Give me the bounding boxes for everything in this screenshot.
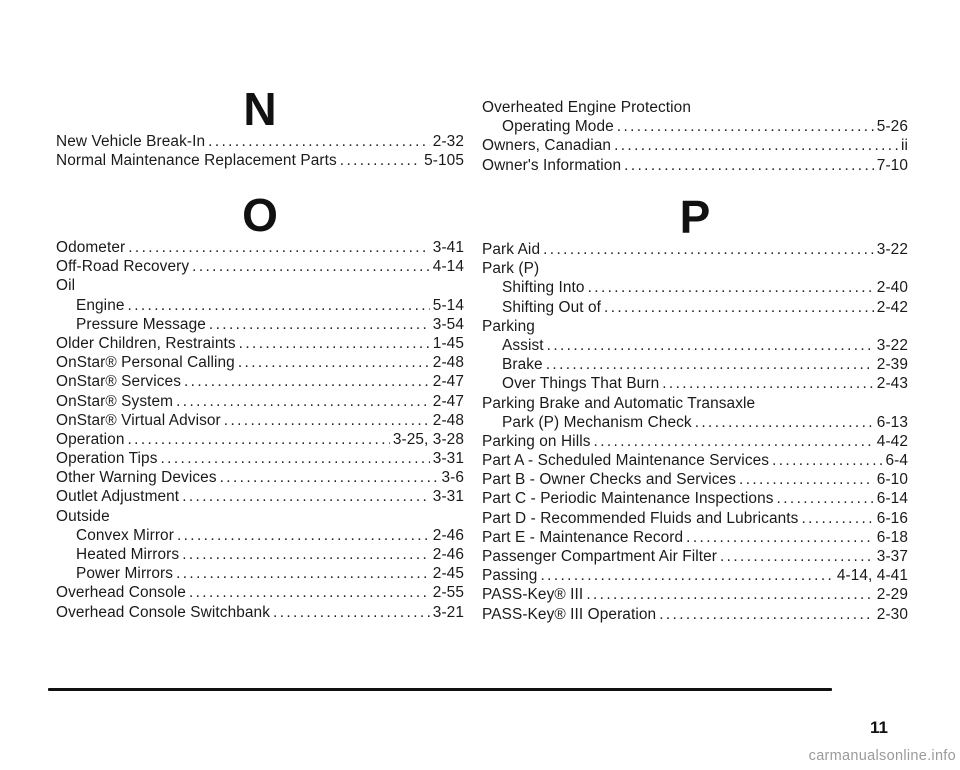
index-subentry: Shifting Into ..... 2-40 [482,278,908,297]
index-subentry: Shifting Out of ..... 2-42 [482,298,908,317]
index-entry: Park Aid ..... 3-22 [482,240,908,259]
index-entry: Other Warning Devices ..... 3-6 [56,468,464,487]
index-entry: Part C - Periodic Maintenance Inspections ..... 6-14 [482,489,908,508]
index-entry: Overhead Console ..... 2-55 [56,583,464,602]
index-subentry: Brake ..... 2-39 [482,355,908,374]
index-entry: Owner's Information ..... 7-10 [482,156,908,175]
index-entry: OnStar® Services ..... 2-47 [56,372,464,391]
index-subentry: Engine ..... 5-14 [56,296,464,315]
index-subentry: Operating Mode ..... 5-26 [482,117,908,136]
watermark: carmanualsonline.info [808,748,956,764]
index-entry: Part D - Recommended Fluids and Lubricants ..... 6-16 [482,509,908,528]
index-entry: Odometer ..... 3-41 [56,238,464,257]
index-entry: Operation ..... 3-25, 3-28 [56,430,464,449]
index-entry: Off-Road Recovery ..... 4-14 [56,257,464,276]
index-entry: PASS-Key® III Operation ..... 2-30 [482,605,908,624]
index-entry: Owners, Canadian ..... ii [482,136,908,155]
index-entry: Passing ..... 4-14, 4-41 [482,566,908,585]
index-entry: PASS-Key® III ..... 2-29 [482,585,908,604]
section-letter-o: O [242,189,278,241]
section-n-entries [56,132,464,170]
index-subentry: Convex Mirror ..... 2-46 [56,526,464,545]
section-p-entries [482,240,908,624]
index-entry: Parking on Hills ..... 4-42 [482,432,908,451]
index-entry: OnStar® System ..... 2-47 [56,392,464,411]
index-entry: Oil [56,277,76,295]
section-o-entries [56,238,464,622]
footer-rule [48,688,832,691]
index-entry: Outside [56,507,110,525]
index-subentry: Power Mirrors ..... 2-45 [56,564,464,583]
index-entry: New Vehicle Break-In ..... 2-32 [56,132,464,151]
index-subentry: Over Things That Burn ..... 2-43 [482,374,908,393]
index-subentry: Pressure Message ..... 3-54 [56,315,464,334]
section-letter-n: N [243,83,277,135]
index-entry: OnStar® Personal Calling ..... 2-48 [56,353,464,372]
section-letter-p: P [679,191,711,243]
index-entry: Parking Brake and Automatic Transaxle [482,394,756,412]
index-entry: Outlet Adjustment ..... 3-31 [56,487,464,506]
index-entry: Older Children, Restraints ..... 1-45 [56,334,464,353]
index-entry: Operation Tips ..... 3-31 [56,449,464,468]
index-entry: Part A - Scheduled Maintenance Services ..... 6-4 [482,451,908,470]
index-subentry: Assist ..... 3-22 [482,336,908,355]
index-entry: Overheated Engine Protection [482,99,691,116]
index-subentry: Heated Mirrors ..... 2-46 [56,545,464,564]
index-entry: OnStar® Virtual Advisor ..... 2-48 [56,411,464,430]
section-o-continued-entries [482,98,908,175]
page-number: 11 [870,718,888,737]
index-entry: Part E - Maintenance Record ..... 6-18 [482,528,908,547]
index-entry: Overhead Console Switchbank ..... 3-21 [56,603,464,622]
index-entry: Parking [482,317,535,335]
index-entry: Passenger Compartment Air Filter ..... 3-37 [482,547,908,566]
index-entry: Normal Maintenance Replacement Parts ..... 5-105 [56,151,464,170]
index-entry: Park (P) [482,260,540,278]
index-subentry: Park (P) Mechanism Check ..... 6-13 [482,413,908,432]
index-entry: Part B - Owner Checks and Services ..... 6-10 [482,470,908,489]
